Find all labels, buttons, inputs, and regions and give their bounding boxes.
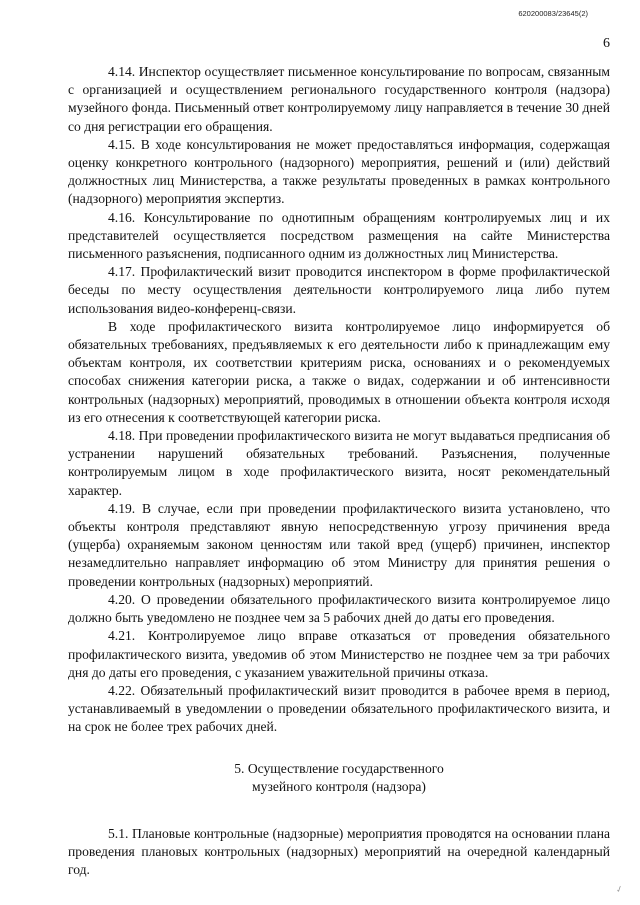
document-id: 620200083/23645(2) — [518, 9, 588, 18]
page-number: 6 — [603, 36, 610, 51]
paragraph-4-14: 4.14. Инспектор осуществляет письменное консультирование по вопросам, связанным с организацией и осуществлением регионального государственного контроля (надзора) музейного фонда. Письменный ответ контролируемому лицу направляется в течение 30 дней со дня регистрации его обращения. — [68, 64, 610, 134]
section-heading-line-2: музейного контроля (надзора) — [252, 778, 426, 794]
paragraph-4-21: 4.21. Контролируемое лицо вправе отказаться от проведения обязательного профилактического визита, уведомив об этом Министерство не позднее чем за три рабочих дня до даты его проведения, с указанием уважительной причины отказа. — [68, 628, 610, 680]
paragraph-5-1: 5.1. Плановые контрольные (надзорные) мероприятия проводятся на основании плана проведения плановых контрольных (надзорных) мероприятий на очередной календарный год. — [68, 825, 610, 877]
paragraph-4-22: 4.22. Обязательный профилактический визит проводится в рабочее время в период, устанавливаемый в уведомлении о проведении обязательного профилактического визита, и на срок не более трех рабочих дней. — [68, 682, 610, 735]
paragraph-4-17: 4.17. Профилактический визит проводится инспектором в форме профилактической беседы по месту осуществления деятельности контролируемого лица либо путем использования видео-конференц-связи. — [68, 264, 610, 316]
paragraph-4-18: 4.18. При проведении профилактического визита не могут выдаваться предписания об устранении нарушений обязательных требований. Разъяснения, полученные контролируемым лицом в ходе профилактического визита, носят рекомендательный характер. — [68, 428, 610, 498]
paragraph-4-17-cont: В ходе профилактического визита контролируемое лицо информируется об обязательных требованиях, предъявляемых к его деятельности либо к принадлежащим ему объектам контроля, их соответствии критериям риска, основаниях и о рекомендуемых способах снижения категории риска, а также о видах, содержании и об интенсивности контрольных (надзорных) мероприятий, проводимых в отношении объекта контроля исходя из его отнесения к соответствующей категории риска. — [68, 318, 610, 425]
document-body — [68, 63, 610, 879]
section-heading — [68, 760, 610, 796]
paragraph-4-19: 4.19. В случае, если при проведении профилактического визита установлено, что объекты контроля представляют явную непосредственную угрозу причинения вреда (ущерба) охраняемым законом ценностям или такой вред (ущерб) причинен, инспектор незамедлительно направляет информацию об этом Министру для принятия решения о проведении контрольных (надзорных) мероприятий. — [68, 500, 610, 589]
scan-mark-icon: ✓ — [615, 884, 626, 896]
section-heading-line-1: 5. Осуществление государственного — [234, 760, 444, 776]
paragraph-4-15: 4.15. В ходе консультирования не может предоставляться информация, содержащая оценку конкретного контрольного (надзорного) мероприятия, решений и (или) действий должностных лиц Министерства, а также результаты проведенных в рамках контрольного (надзорного) мероприятия экспертиз. — [68, 136, 610, 207]
paragraph-4-20: 4.20. О проведении обязательного профилактического визита контролируемое лицо должно быть уведомлено не позднее чем за 5 рабочих дней до даты его проведения. — [68, 591, 610, 626]
paragraph-4-16: 4.16. Консультирование по однотипным обращениям контролируемых лиц и их представителей осуществляется посредством размещения на сайте Министерства письменного разъяснения, подписанного одним из должностных лиц Министерства. — [68, 209, 610, 262]
